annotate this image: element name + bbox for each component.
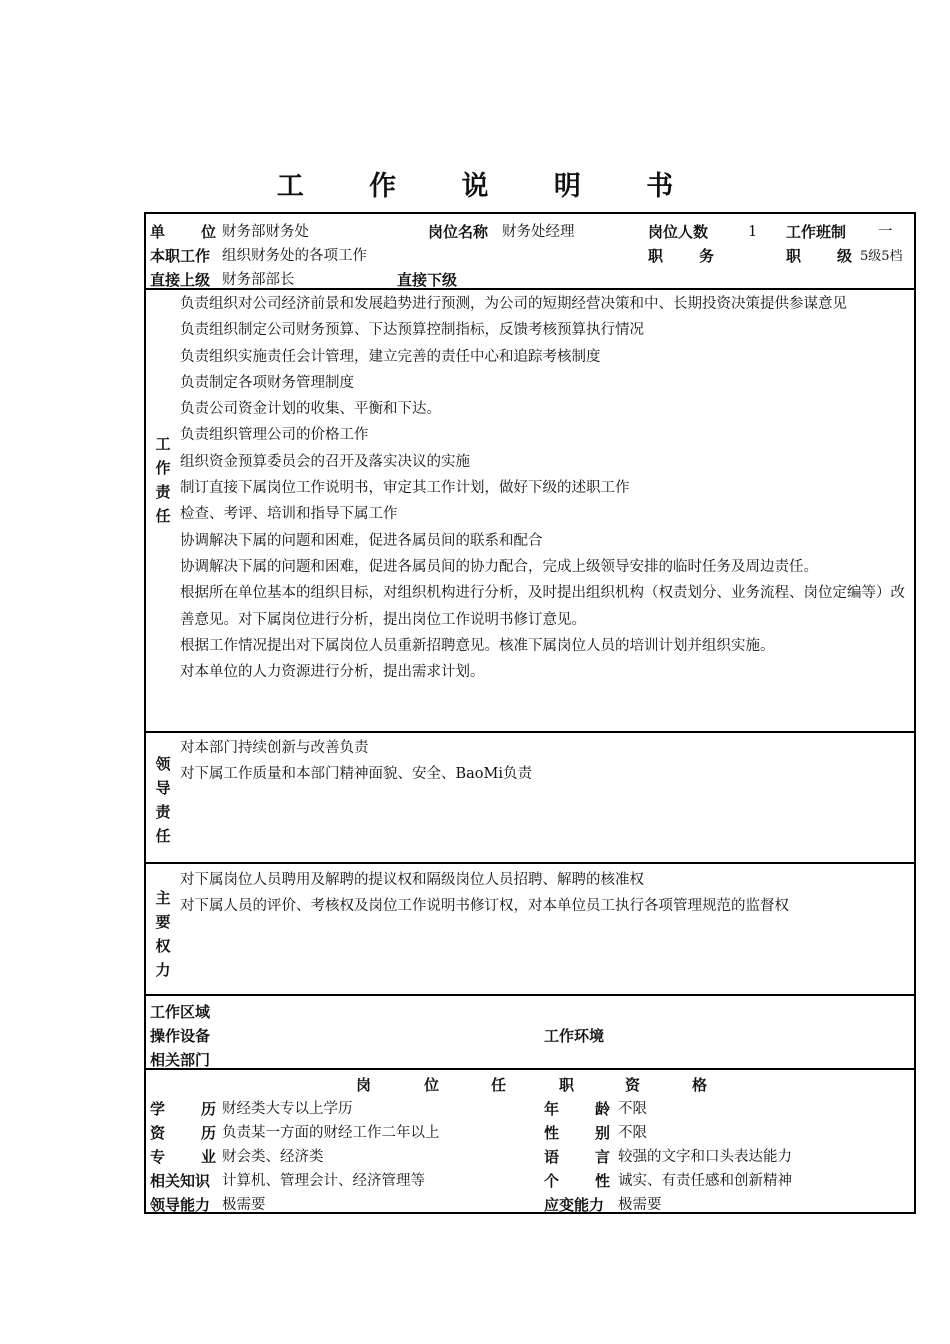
list-item: 组织资金预算委员会的召开及落实决议的实施: [180, 453, 470, 470]
adaptability-label: 应变能力: [544, 1196, 605, 1214]
list-item: 制订直接下属岗位工作说明书，审定其工作计划，做好下级的述职工作: [180, 480, 630, 497]
list-item: 对下属人员的评价、考核权及岗位工作说明书修订权，对本单位员工执行各项管理规范的监督权: [180, 898, 789, 915]
shift-value: 一: [878, 224, 893, 240]
environment-label: 工作环境: [544, 1027, 605, 1045]
personality-value: 诚实、有责任感和创新精神: [618, 1173, 792, 1189]
list-item: 负责组织对公司经济前景和发展趋势进行预测，为公司的短期经营决策和中、长期投资决策提供参谋意见: [180, 296, 847, 312]
grade-label: 职 级: [786, 247, 852, 265]
duty-label: 职 务: [648, 247, 714, 265]
shift-label: 工作班制: [786, 223, 847, 241]
list-item: 对本部门持续创新与改善负责: [180, 740, 369, 756]
job-description-table: 单 位 财务部财务处 岗位名称 财务处经理 岗位人数 1 工作班制 一 本职工作 组织财务处的各项工作 职 务 职 级 5级5档 直接上级 财务部部长 直接下级 工 作 责 任 负责组织对公司经济前景和发展趋势进行预测，为公司的短期经营决策和中、长期投资决策提供参谋意见 负责组织制定公司财务预算、下达预算控制指标，反馈考核预算执行情况 负责组织实施责任会计管理，建立完善的责任中心和追踪考核制度 负责制定各项财务管理制度 负责公司资金计划的收集、平衡和下达。 负责组织管理公司的价格工作 组织资金预算委员会的召开及落实决议的实施 制订直接下属岗位工作说明书，审定其工作计划，做好下级的述职工作 检查、考评、培训和指导下属工作 协调解决下属的问题和困难，促进各属员间的联系和配合 协调解决下属的问题和困难，促进各属员间的协力配合，完成上级领导安排的临时任务及周边责任。 根据所在单位基本的组织目标，对组织机构进行分析，及时提出组织机构（权责划分、业务流程、岗位定编等）改善意见。对下属岗位进行分析，提出岗位工作说明书修订意见。 根据工作情况提出对下属岗位人员重新招聘意见。核准下属岗位人员的培训计划并组织实施。 对本单位的人力资源进行分析，提出需求计划。 领 导 责 任 对本部门持续创新与改善负责 对下属工作质量和本部门精神面貌、安全、BaoMi负责 主 要 权 力 对下属岗位人员聘用及解聘的提议权和隔级岗位人员招聘、解聘的核准权 对下属人员的评价、考核权及岗位工作说明书修订权，对本单位员工执行各项管理规范的监督权 工作区域 操作设备 工作环境 相关部门 岗 位 任 职 资 格 学 历 财经类大专以上学历 年 龄 不限 资 历 负责某一方面的财经工作二年以上 性 别 不限 专 业 财会类、经济类 语 言 较强的文字和口头表达能力 相关知识 计算机、管理会计、经济管理等 个 性 诚实、有责任感和创新精神 领导能力 极需要 应变能力 极需要: [144, 212, 916, 1214]
major-label: 专 业: [150, 1148, 216, 1166]
list-item: 对下属工作质量和本部门精神面貌、安全、BaoMi负责: [180, 766, 533, 783]
age-label: 年 龄: [544, 1100, 610, 1118]
responsibilities-list: [180, 291, 914, 685]
language-label: 语 言: [544, 1148, 610, 1166]
job-value: 组织财务处的各项工作: [222, 248, 367, 264]
experience-value: 负责某一方面的财经工作二年以上: [222, 1125, 440, 1141]
education-label: 学 历: [150, 1100, 216, 1118]
gender-value: 不限: [618, 1125, 647, 1141]
subordinate-label: 直接下级: [397, 271, 458, 289]
divider: [146, 288, 914, 290]
leadership-label: 领 导 责 任: [155, 755, 171, 845]
powers-list: [180, 867, 914, 920]
headcount-label: 岗位人数: [648, 223, 709, 241]
personality-label: 个 性: [544, 1172, 610, 1190]
list-item: 负责组织实施责任会计管理，建立完善的责任中心和追踪考核制度: [180, 348, 601, 365]
powers-label: 主 要 权 力: [155, 889, 171, 979]
list-item: 负责组织管理公司的价格工作: [180, 427, 369, 444]
leadership-list: [180, 735, 914, 788]
experience-label: 资 历: [150, 1124, 216, 1142]
knowledge-label: 相关知识: [150, 1172, 211, 1190]
related-dept-label: 相关部门: [150, 1051, 211, 1069]
list-item: 检查、考评、培训和指导下属工作: [180, 506, 398, 523]
grade-value: 5级5档: [860, 249, 903, 264]
knowledge-value: 计算机、管理会计、经济管理等: [222, 1173, 425, 1189]
post-name-label: 岗位名称: [428, 223, 489, 241]
list-item: 根据所在单位基本的组织目标，对组织机构进行分析，及时提出组织机构（权责划分、业务流程、岗位定编等）改善意见。对下属岗位进行分析，提出岗位工作说明书修订意见。: [180, 585, 905, 628]
job-label: 本职工作: [150, 247, 211, 265]
document-title: 工 作 说 明 书: [276, 171, 702, 202]
divider: [146, 862, 914, 864]
list-item: 协调解决下属的问题和困难，促进各属员间的协力配合，完成上级领导安排的临时任务及周边责任。: [180, 558, 818, 575]
adaptability-value: 极需要: [618, 1197, 662, 1213]
headcount-value: 1: [748, 224, 758, 240]
list-item: 对下属岗位人员聘用及解聘的提议权和隔级岗位人员招聘、解聘的核准权: [180, 872, 644, 888]
equipment-label: 操作设备: [150, 1027, 211, 1045]
unit-label: 单 位: [150, 223, 216, 241]
gender-label: 性 别: [544, 1124, 610, 1142]
leadership-ability-value: 极需要: [222, 1197, 266, 1213]
superior-value: 财务部部长: [222, 272, 295, 288]
list-item: 对本单位的人力资源进行分析，提出需求计划。: [180, 664, 485, 681]
work-area-label: 工作区域: [150, 1003, 211, 1021]
language-value: 较强的文字和口头表达能力: [618, 1149, 792, 1165]
unit-value: 财务部财务处: [222, 224, 309, 240]
list-item: 协调解决下属的问题和困难，促进各属员间的联系和配合: [180, 532, 543, 549]
age-value: 不限: [618, 1101, 647, 1117]
education-value: 财经类大专以上学历: [222, 1101, 353, 1117]
divider: [146, 731, 914, 733]
list-item: 负责制定各项财务管理制度: [180, 374, 354, 391]
major-value: 财会类、经济类: [222, 1149, 324, 1165]
leadership-ability-label: 领导能力: [150, 1196, 211, 1214]
divider: [146, 994, 914, 996]
divider: [146, 1068, 914, 1070]
list-item: 负责公司资金计划的收集、平衡和下达。: [180, 401, 441, 418]
responsibilities-label: 工 作 责 任: [155, 435, 171, 525]
superior-label: 直接上级: [150, 271, 211, 289]
list-item: 负责组织制定公司财务预算、下达预算控制指标，反馈考核预算执行情况: [180, 322, 644, 339]
post-name-value: 财务处经理: [502, 224, 575, 240]
list-item: 根据工作情况提出对下属岗位人员重新招聘意见。核准下属岗位人员的培训计划并组织实施。: [180, 637, 775, 654]
